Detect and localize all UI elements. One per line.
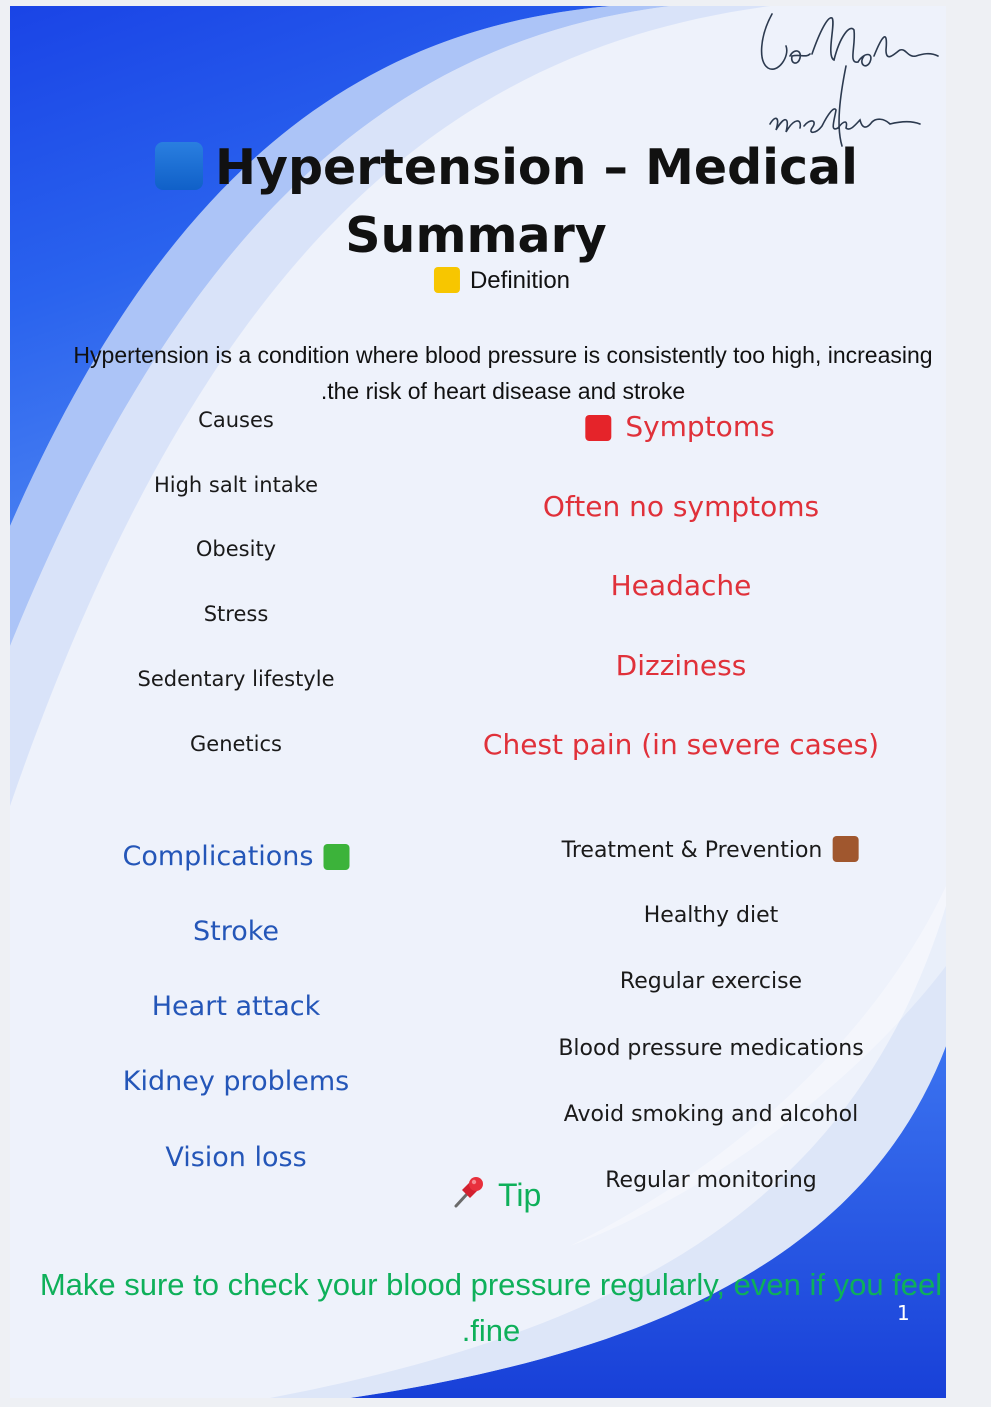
treatment-item: Avoid smoking and alcohol xyxy=(563,1102,859,1127)
causes-heading: Causes xyxy=(198,408,274,432)
tip-label-text: Tip xyxy=(498,1177,542,1213)
tip-line-1: Make sure to check your blood pressure regularly, even if you feel xyxy=(39,1267,943,1302)
signature-watermark xyxy=(750,6,946,156)
symptoms-item: Often no symptoms xyxy=(542,490,820,523)
complications-heading-text: Complications xyxy=(122,841,314,872)
blue-square-icon xyxy=(155,142,203,190)
symptoms-heading-text: Symptoms xyxy=(625,410,775,443)
tip-label xyxy=(450,1174,541,1214)
symptoms-heading xyxy=(585,410,774,443)
green-square-icon xyxy=(324,844,350,870)
page-title-line-2 xyxy=(345,207,607,264)
treatment-item: Healthy diet xyxy=(643,903,779,928)
symptoms-item: Dizziness xyxy=(615,649,747,682)
causes-item: Obesity xyxy=(195,537,277,561)
treatment-heading-text: Treatment & Prevention xyxy=(561,838,823,863)
brown-square-icon xyxy=(832,836,858,862)
causes-item: Sedentary lifestyle xyxy=(137,667,335,691)
causes-item: Genetics xyxy=(190,732,282,756)
tip-line-2: .fine xyxy=(461,1313,521,1348)
complications-item: Vision loss xyxy=(165,1142,307,1173)
pushpin-icon xyxy=(450,1174,486,1210)
definition-heading-text: Definition xyxy=(469,267,571,294)
treatment-item: Blood pressure medications xyxy=(558,1036,864,1061)
definition-heading xyxy=(434,267,570,295)
definition-line-2: .the risk of heart disease and stroke xyxy=(320,378,686,404)
symptoms-item: Chest pain (in severe cases) xyxy=(482,728,880,761)
definition-text xyxy=(18,337,946,409)
document-page xyxy=(10,6,946,1398)
treatment-item: Regular monitoring xyxy=(605,1168,817,1193)
complications-item: Heart attack xyxy=(151,991,321,1022)
symptoms-item: Headache xyxy=(610,569,752,602)
causes-item: Stress xyxy=(203,602,269,626)
complications-item: Stroke xyxy=(192,916,280,947)
yellow-square-icon xyxy=(434,267,460,293)
tip-text xyxy=(10,1262,946,1354)
treatment-heading xyxy=(562,836,859,863)
treatment-item: Regular exercise xyxy=(619,969,803,994)
causes-item: High salt intake xyxy=(153,473,319,497)
definition-line-1: Hypertension is a condition where blood pressure is consistently too high, increasing xyxy=(73,342,933,368)
title-line-1: Hypertension – Medical xyxy=(215,139,858,196)
complications-item: Kidney problems xyxy=(122,1066,350,1097)
title-line-2-text: Summary xyxy=(345,207,607,264)
red-square-icon xyxy=(585,415,611,441)
page-number: 1 xyxy=(897,1301,910,1325)
complications-heading xyxy=(123,841,350,872)
page-title xyxy=(155,139,858,196)
